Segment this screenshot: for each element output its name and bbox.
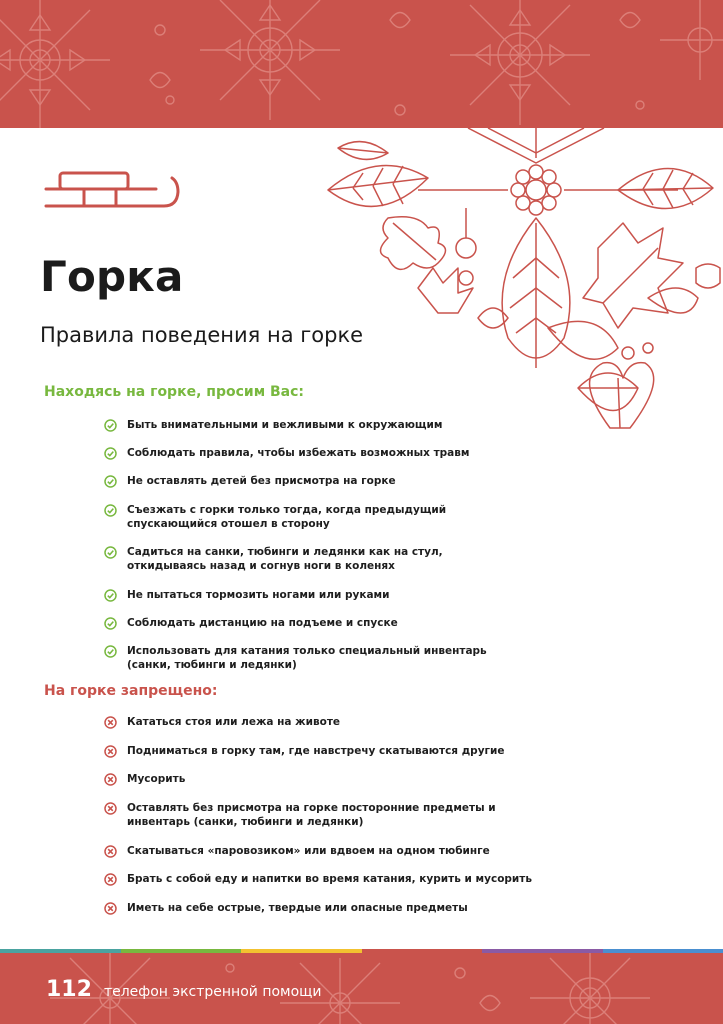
check-circle-icon [104, 589, 117, 602]
allowed-item-text: Садиться на санки, тюбинги и ледянки как на стул, откидываясь назад и согнув ноги в коленях [127, 546, 443, 572]
check-circle-icon [104, 475, 117, 488]
hotline-number: 112 [46, 977, 92, 1002]
forbidden-item-text: Кататься стоя или лежа на животе [127, 716, 341, 728]
check-circle-icon [104, 447, 117, 460]
cross-circle-icon [104, 773, 117, 786]
top-banner [0, 0, 723, 128]
page-subtitle: Правила поведения на горке [40, 323, 364, 347]
forbidden-item-text: Брать с собой еду и напитки во время катания, курить и мусорить [127, 873, 533, 885]
allowed-item-text: Не пытаться тормозить ногами или руками [127, 589, 390, 601]
forbidden-heading: На горке запрещено: [44, 683, 218, 699]
forbidden-item-text: Иметь на себе острые, твердые или опасные предметы [127, 902, 468, 914]
allowed-item-text: Использовать для катания только специальный инвентарь (санки, тюбинги и ледянки) [127, 645, 487, 671]
check-circle-icon [104, 645, 117, 658]
allowed-heading: Находясь на горке, просим Вас: [44, 384, 305, 400]
cross-circle-icon [104, 716, 117, 729]
hotline-text: телефон экстренной помощи [103, 984, 322, 1000]
check-circle-icon [104, 546, 117, 559]
check-circle-icon [104, 617, 117, 630]
allowed-item-text: Быть внимательными и вежливыми к окружающим [127, 419, 443, 431]
cross-circle-icon [104, 902, 117, 915]
snowflake-ornament [318, 128, 723, 438]
allowed-item-text: Не оставлять детей без присмотра на горке [127, 475, 396, 487]
check-circle-icon [104, 504, 117, 517]
snowflake-pattern [0, 0, 723, 128]
hotline [46, 977, 321, 1002]
allowed-item-text: Съезжать с горки только тогда, когда предыдущий спускающийся отошел в сторону [127, 504, 447, 530]
page-title: Горка [40, 252, 184, 301]
forbidden-item-text: Оставлять без присмотра на горке посторонние предметы и инвентарь (санки, тюбинги и ледянки) [127, 802, 496, 828]
cross-circle-icon [104, 802, 117, 815]
allowed-item-text: Соблюдать правила, чтобы избежать возможных травм [127, 447, 470, 459]
cross-circle-icon [104, 845, 117, 858]
cross-circle-icon [104, 873, 117, 886]
allowed-item-text: Соблюдать дистанцию на подъеме и спуске [127, 617, 398, 629]
check-circle-icon [104, 419, 117, 432]
forbidden-item-text: Подниматься в горку там, где навстречу скатываются другие [127, 745, 505, 757]
forbidden-item-text: Скатываться «паровозиком» или вдвоем на одном тюбинге [127, 845, 490, 857]
cross-circle-icon [104, 745, 117, 758]
forbidden-item-text: Мусорить [127, 773, 186, 785]
sled-icon [44, 170, 184, 214]
bottom-banner [0, 953, 723, 1024]
